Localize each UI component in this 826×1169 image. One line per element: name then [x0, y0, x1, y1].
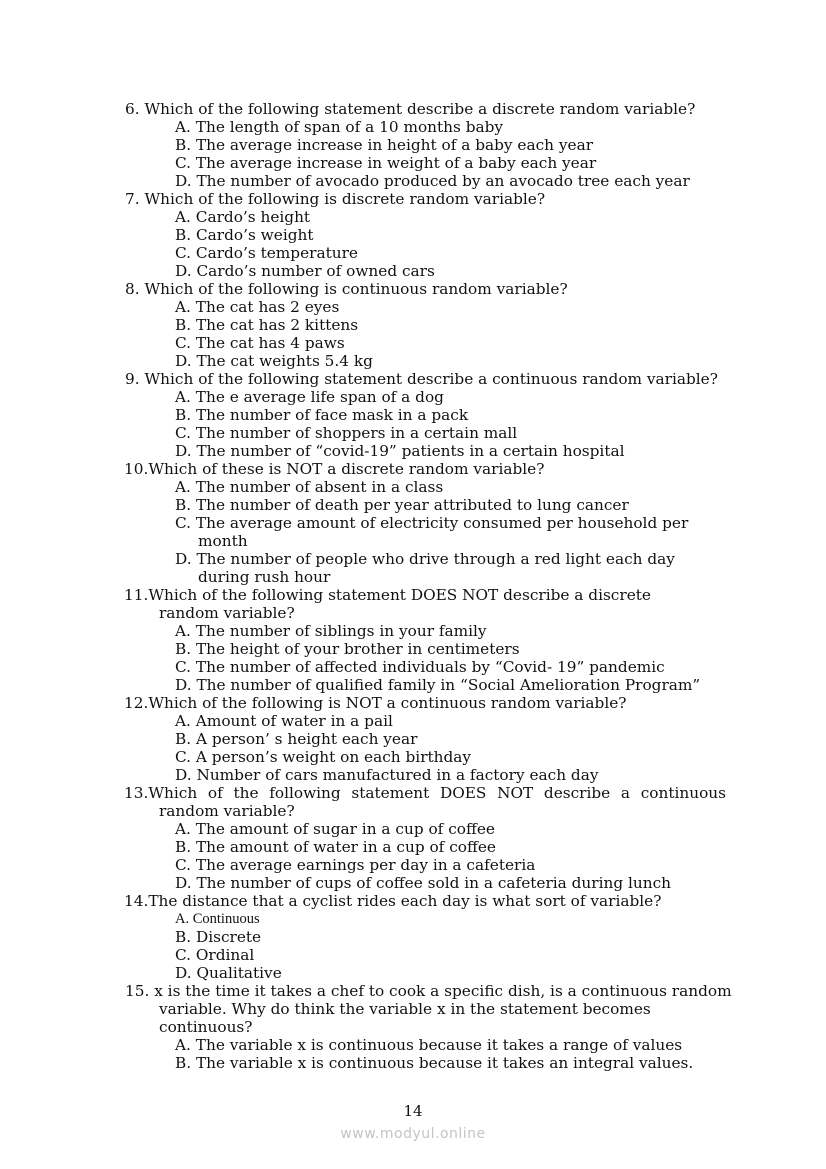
question-9-option-c: C. The number of shoppers in a certain mall [175, 424, 518, 442]
question-9-option-b: B. The number of face mask in a pack [175, 406, 469, 424]
question-12-option-c: C. A person’s weight on each birthday [175, 748, 472, 766]
question-6-option-c: C. The average increase in weight of a baby each year [175, 154, 597, 172]
question-10-option-b: B. The number of death per year attributed to lung cancer [175, 496, 629, 514]
question-15-stem-continued-1: variable. Why do think the variable x in the statement becomes [159, 1000, 651, 1018]
question-6-option-a: A. The length of span of a 10 months baby [175, 118, 504, 136]
question-6-option-d: D. The number of avocado produced by an avocado tree each year [175, 172, 690, 190]
question-14-option-c: C. Ordinal [175, 946, 255, 964]
question-11-option-c: C. The number of affected individuals by “Covid- 19” pandemic [175, 658, 665, 676]
question-10-option-a: A. The number of absent in a class [175, 478, 444, 496]
question-9-stem: 9. Which of the following statement describe a continuous random variable? [125, 370, 718, 388]
question-15-stem-continued-2: continuous? [159, 1018, 253, 1036]
question-13-option-c: C. The average earnings per day in a cafeteria [175, 856, 536, 874]
question-6-option-b: B. The average increase in height of a baby each year [175, 136, 594, 154]
question-7-stem: 7. Which of the following is discrete random variable? [125, 190, 546, 208]
question-11-option-d: D. The number of qualified family in “Social Amelioration Program” [175, 676, 701, 694]
question-10-option-c: C. The average amount of electricity consumed per household per [175, 514, 689, 532]
question-9-option-a: A. The e average life span of a dog [175, 388, 444, 406]
question-10-stem: 10.Which of these is NOT a discrete random variable? [124, 460, 545, 478]
question-11-stem-continued: random variable? [159, 604, 295, 622]
question-6-stem: 6. Which of the following statement describe a discrete random variable? [125, 100, 696, 118]
question-7-option-d: D. Cardo’s number of owned cars [175, 262, 435, 280]
question-12-option-d: D. Number of cars manufactured in a factory each day [175, 766, 599, 784]
question-7-option-a: A. Cardo’s height [175, 208, 311, 226]
question-15-stem: 15. x is the time it takes a chef to cook a specific dish, is a continuous random [125, 982, 732, 1000]
watermark: www.modyul.online [340, 1126, 486, 1142]
question-11-option-b: B. The height of your brother in centimeters [175, 640, 520, 658]
question-8-option-d: D. The cat weights 5.4 kg [175, 352, 373, 370]
question-10-option-d: D. The number of people who drive through a red light each day [175, 550, 675, 568]
question-11-stem: 11.Which of the following statement DOES NOT describe a discrete [124, 586, 651, 604]
question-12-option-a: A. Amount of water in a pail [175, 712, 393, 730]
question-8-option-c: C. The cat has 4 paws [175, 334, 345, 352]
question-8-option-b: B. The cat has 2 kittens [175, 316, 359, 334]
question-15-option-a: A. The variable x is continuous because it takes a range of values [175, 1036, 683, 1054]
question-12-option-b: B. A person’ s height each year [175, 730, 418, 748]
question-12-stem: 12.Which of the following is NOT a continuous random variable? [124, 694, 627, 712]
question-11-option-a: A. The number of siblings in your family [175, 622, 487, 640]
question-14-option-b: B. Discrete [175, 928, 262, 946]
question-14-option-a: A. Continuous [175, 911, 260, 927]
question-10-option-d-continued: during rush hour [198, 568, 331, 586]
question-13-stem-continued: random variable? [159, 802, 295, 820]
question-7-option-c: C. Cardo’s temperature [175, 244, 358, 262]
question-7-option-b: B. Cardo’s weight [175, 226, 314, 244]
question-15-option-b: B. The variable x is continuous because it takes an integral values. [175, 1054, 694, 1072]
question-14-stem: 14.The distance that a cyclist rides each day is what sort of variable? [124, 892, 662, 910]
question-10-option-c-continued: month [198, 532, 248, 550]
question-8-option-a: A. The cat has 2 eyes [175, 298, 340, 316]
question-13-option-b: B. The amount of water in a cup of coffee [175, 838, 496, 856]
question-9-option-d: D. The number of “covid-19” patients in a certain hospital [175, 442, 625, 460]
page-number: 14 [403, 1102, 423, 1120]
question-14-option-d: D. Qualitative [175, 964, 282, 982]
question-13-option-d: D. The number of cups of coffee sold in a cafeteria during lunch [175, 874, 671, 892]
question-13-stem: 13.Which of the following statement DOES NOT describe a continuous [124, 784, 726, 802]
question-8-stem: 8. Which of the following is continuous random variable? [125, 280, 568, 298]
question-13-option-a: A. The amount of sugar in a cup of coffee [175, 820, 495, 838]
